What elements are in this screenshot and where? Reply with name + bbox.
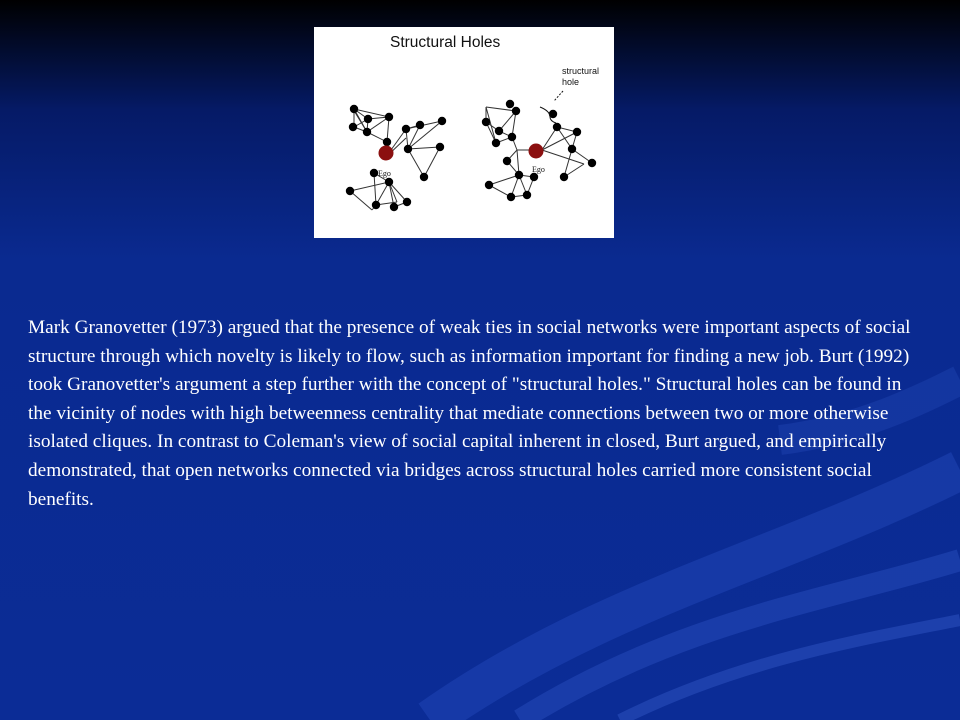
structural-holes-figure — [314, 27, 614, 238]
body-paragraph: Mark Granovetter (1973) argued that the presence of weak ties in social networks were important aspects of social structure through which novelty is likely to flow, such as information important for finding a new job. Burt (1992) took Granovetter's argument a step further with the concept of "structural holes." Structural holes can be found in the vicinity of nodes with high betweenness centrality that mediate connections between two or more otherwise isolated cliques. In contrast to Coleman's view of social capital inherent in closed, Burt argued, and empirically demonstrated, that open networks connected via bridges across structural holes carried more consistent social benefits. — [28, 317, 911, 510]
annotation-hole: hole — [562, 77, 580, 87]
figure-title: Structural Holes — [390, 34, 501, 51]
left-ego-label: Ego — [378, 169, 391, 178]
annotation-structural: structural — [562, 66, 600, 76]
network-diagram — [314, 27, 614, 238]
annotation-arrow — [554, 91, 563, 101]
right-ego-node — [529, 144, 544, 159]
right-ego-label: Ego — [532, 165, 545, 174]
left-ego-node — [379, 146, 394, 161]
left-network-edges — [350, 109, 442, 210]
